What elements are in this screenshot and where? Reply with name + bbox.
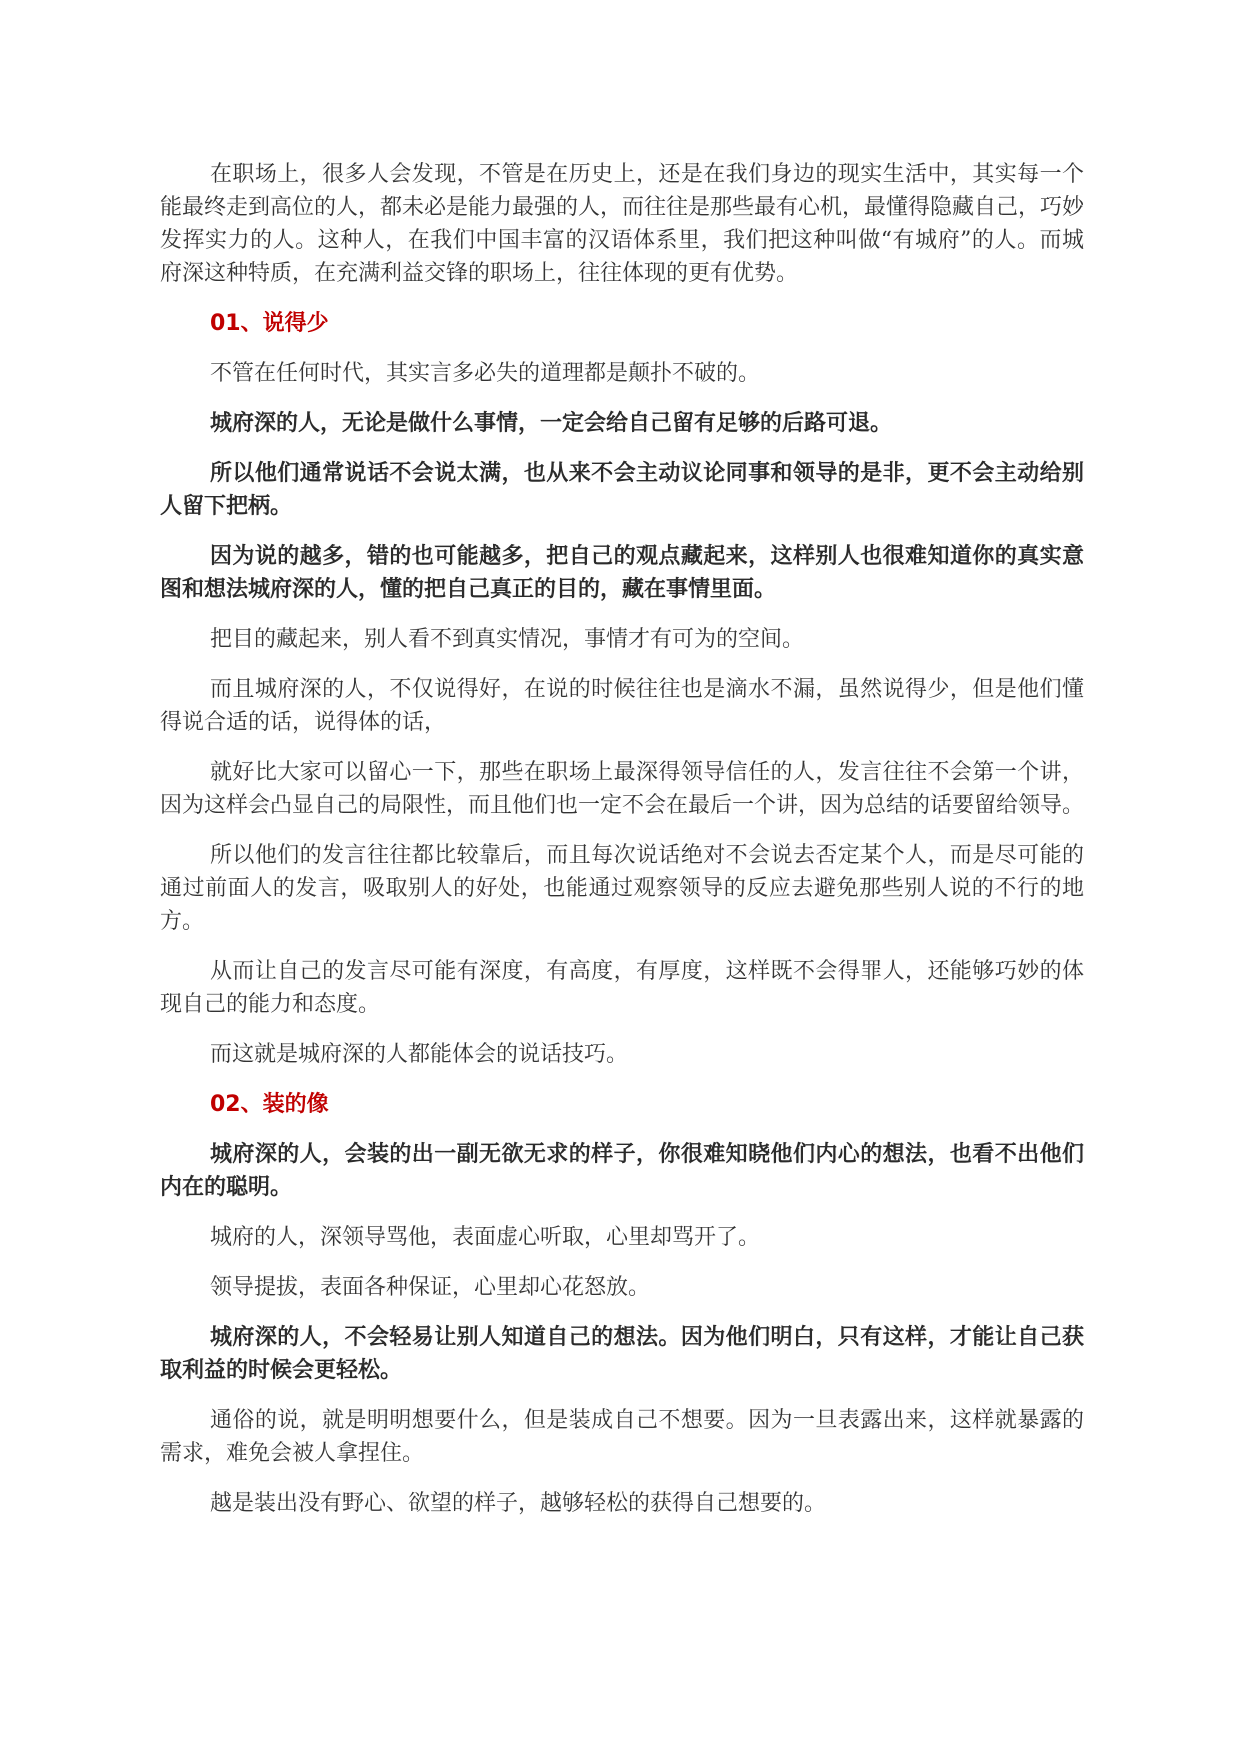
section1-paragraph-1: 不管在任何时代，其实言多必失的道理都是颠扑不破的。	[210, 361, 761, 386]
section1-paragraph-7: 就好比大家可以留心一下，那些在职场上最深得领导信任的人，发言往往不会第一个讲，因为这样会凸显自己的局限性，而且他们也一定不会在最后一个讲，因为总结的话要留给领导。	[160, 760, 1085, 818]
section2-paragraph-3: 领导提拔，表面各种保证，心里却心花怒放。	[210, 1275, 651, 1300]
intro-paragraph: 在职场上，很多人会发现，不管是在历史上，还是在我们身边的现实生活中，其实每一个能最终走到高位的人，都未必是能力最强的人，而往往是那些最有心机，最懂得隐藏自己，巧妙发挥实力的人。这种人，在我们中国丰富的汉语体系里，我们把这种叫做“有城府”的人。而城府深这种特质，在充满利益交锋的职场上，往往体现的更有优势。	[160, 162, 1085, 286]
document-page	[160, 158, 1084, 1537]
section1-paragraph-9: 从而让自己的发言尽可能有深度，有高度，有厚度，这样既不会得罪人，还能够巧妙的体现自己的能力和态度。	[160, 959, 1084, 1017]
section1-paragraph-3: 所以他们通常说话不会说太满，也从来不会主动议论同事和领导的是非，更不会主动给别人留下把柄。	[160, 460, 1084, 519]
section2-paragraph-2: 城府的人，深领导骂他，表面虚心听取，心里却骂开了。	[210, 1225, 761, 1250]
section1-paragraph-6: 而且城府深的人，不仅说得好，在说的时候往往也是滴水不漏，虽然说得少，但是他们懂得说合适的话，说得体的话，	[160, 677, 1084, 735]
section-heading-1: 01、说得少	[210, 311, 329, 336]
section1-paragraph-2: 城府深的人，无论是做什么事情，一定会给自己留有足够的后路可退。	[210, 410, 893, 436]
section2-paragraph-6: 越是装出没有野心、欲望的样子，越够轻松的获得自己想要的。	[210, 1491, 827, 1516]
section1-paragraph-5: 把目的藏起来，别人看不到真实情况，事情才有可为的空间。	[210, 627, 805, 652]
section-heading-2: 02、装的像	[210, 1092, 329, 1117]
section1-paragraph-8: 所以他们的发言往往都比较靠后，而且每次说话绝对不会说去否定某个人，而是尽可能的通过前面人的发言，吸取别人的好处，也能通过观察领导的反应去避免那些别人说的不行的地方。	[160, 843, 1084, 934]
section2-paragraph-5: 通俗的说，就是明明想要什么，但是装成自己不想要。因为一旦表露出来，这样就暴露的需求，难免会被人拿捏住。	[160, 1408, 1084, 1466]
section2-paragraph-4: 城府深的人，不会轻易让别人知道自己的想法。因为他们明白，只有这样，才能让自己获取利益的时候会更轻松。	[160, 1324, 1084, 1383]
section1-paragraph-4: 因为说的越多，错的也可能越多，把自己的观点藏起来，这样别人也很难知道你的真实意图和想法城府深的人，懂的把自己真正的目的，藏在事情里面。	[160, 543, 1084, 602]
section1-paragraph-10: 而这就是城府深的人都能体会的说话技巧。	[210, 1042, 629, 1067]
section2-paragraph-1: 城府深的人，会装的出一副无欲无求的样子，你很难知晓他们内心的想法，也看不出他们内在的聪明。	[160, 1141, 1084, 1200]
